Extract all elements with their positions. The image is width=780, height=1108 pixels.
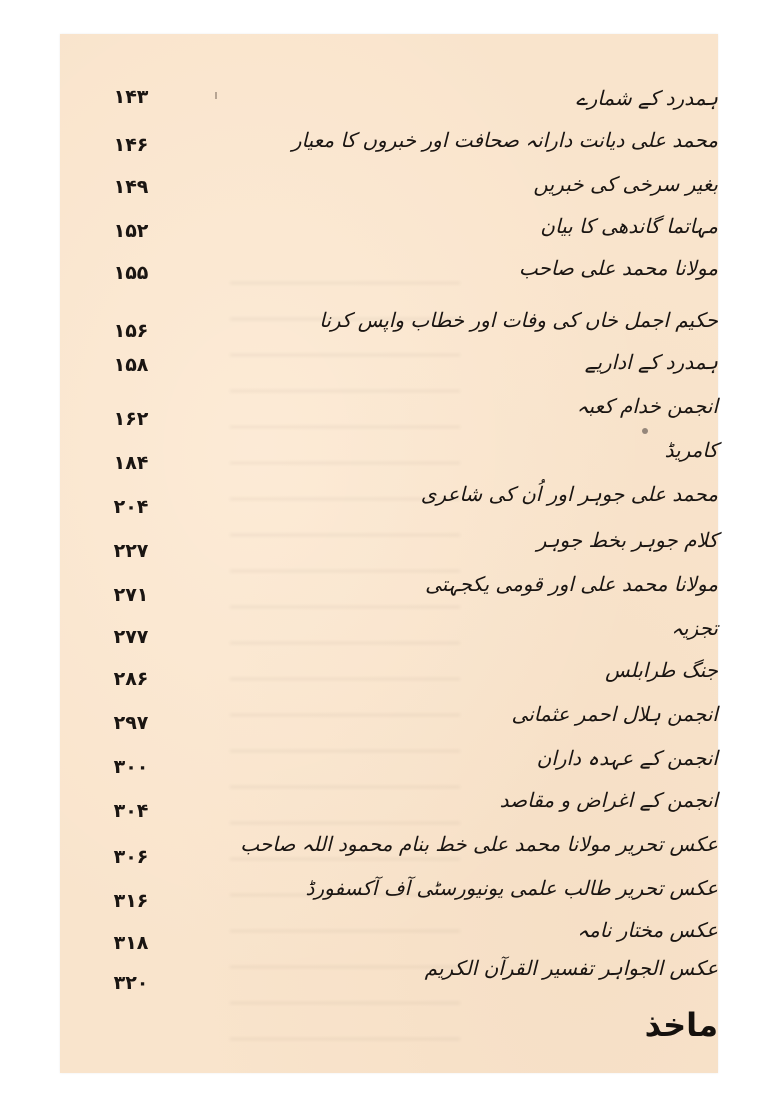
entry-title: ہمدرد کے اداریے: [584, 350, 718, 374]
page-number: ۲۷۱: [113, 584, 149, 606]
toc-entry: [60, 300, 718, 342]
toc-entry: [60, 172, 718, 208]
page-number: ۱۸۴: [113, 452, 149, 474]
page-number: ۲۷۷: [113, 626, 149, 648]
toc-entry: [60, 918, 718, 954]
page-number: ۲۸۶: [113, 668, 149, 690]
toc-entry: [60, 788, 718, 824]
toc-entry: [60, 832, 718, 868]
scanned-page: [60, 34, 718, 1073]
page-number: ۱۵۸: [113, 354, 149, 376]
toc-entry: [60, 482, 718, 518]
page-number: ۱۵۲: [113, 220, 149, 242]
toc-entry: [60, 616, 718, 652]
entry-title: ہمدرد کے شمارے: [575, 86, 718, 110]
page-number: ۳۰۰: [113, 756, 149, 778]
page-number: ۱۴۳: [113, 86, 149, 108]
toc-entry: [60, 658, 718, 694]
page-number: ۳۱۸: [113, 932, 149, 954]
entry-title: انجمن ہلال احمر عثمانی: [511, 702, 718, 726]
entry-title: انجمن خدام کعبہ: [576, 394, 718, 418]
page-number: ۱۴۶: [113, 134, 149, 156]
toc-entry: [60, 876, 718, 912]
toc-entry: [60, 128, 718, 164]
page-number: ۳۲۰: [113, 972, 149, 994]
entry-title: بغیر سرخی کی خبریں: [533, 172, 718, 196]
entry-title: کامریڈ: [664, 438, 718, 462]
toc-entry: [60, 214, 718, 250]
entry-title: مہاتما گاندھی کا بیان: [540, 214, 718, 238]
toc-entry: [60, 956, 718, 992]
page-number: ۱۴۹: [113, 176, 149, 198]
toc-entry: [60, 746, 718, 782]
entry-title: محمد علی دیانت دارانہ صحافت اور خبروں کا معیار: [291, 128, 718, 152]
toc-entry: [60, 394, 718, 430]
page-number: ۳۰۶: [113, 846, 149, 868]
sources-heading: ماخذ: [644, 1006, 718, 1044]
entry-title: عکس الجواہر تفسیر القرآن الکریم: [424, 956, 718, 980]
entry-title: تجزیہ: [671, 616, 718, 640]
entry-title: کلام جوہر بخط جوہر: [536, 528, 718, 552]
toc-entry: [60, 350, 718, 386]
table-of-contents: [60, 34, 718, 1073]
page-number: ۳۱۶: [113, 890, 149, 912]
entry-title: انجمن کے اغراض و مقاصد: [499, 788, 718, 812]
page-number: ۲۰۴: [113, 496, 149, 518]
page-number: ۱۵۶: [113, 320, 149, 342]
toc-entry: [60, 86, 718, 122]
entry-title: مولانا محمد علی صاحب: [518, 256, 718, 280]
toc-entry: [60, 528, 718, 564]
toc-entry: [60, 572, 718, 608]
page-number: ۲۲۷: [113, 540, 149, 562]
toc-entry: [60, 256, 718, 292]
page-number: ۱۶۲: [113, 408, 149, 430]
entry-title: انجمن کے عہدہ داران: [536, 746, 718, 770]
toc-entry: [60, 438, 718, 474]
entry-title: عکس تحریر طالب علمی یونیورسٹی آف آکسفورڈ: [305, 876, 718, 900]
page-number: ۳۰۴: [113, 800, 149, 822]
entry-title: مولانا محمد علی اور قومی یکجہتی: [425, 572, 718, 596]
toc-entry: [60, 702, 718, 738]
entry-title: جنگ طرابلس: [605, 658, 718, 682]
entry-title: محمد علی جوہر اور اُن کی شاعری: [420, 482, 718, 506]
page-number: ۱۵۵: [113, 262, 149, 284]
entry-title: حکیم اجمل خاں کی وفات اور خطاب واپس کرنا: [319, 308, 718, 332]
entry-title: عکس مختار نامہ: [577, 918, 718, 942]
page-number: ۲۹۷: [113, 712, 149, 734]
entry-title: عکس تحریر مولانا محمد علی خط بنام محمود اللہ صاحب: [240, 832, 718, 856]
